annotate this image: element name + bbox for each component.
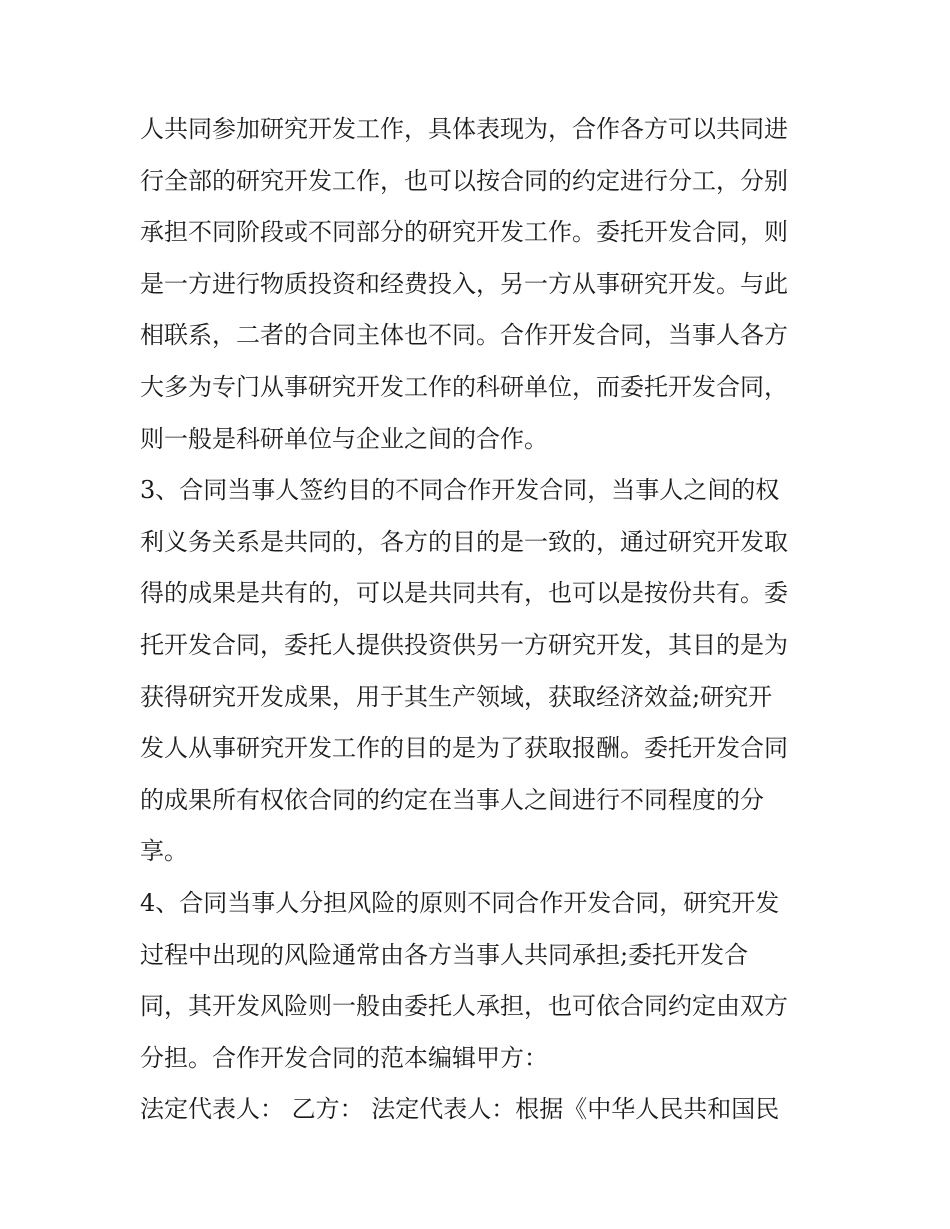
text-line-8: 3、合同当事人签约目的不同合作开发合同，当事人之间的权	[140, 476, 780, 505]
text-line-19: 分担。合作开发合同的范本编辑甲方：	[140, 1043, 548, 1072]
text-line-1: 人共同参加研究开发工作，具体表现为，合作各方可以共同进	[140, 115, 788, 143]
text-line-6: 大多为专门从事研究开发工作的科研单位，而委托开发合同，	[140, 372, 788, 401]
text-line-7: 则一般是科研单位与企业之间的合作。	[140, 424, 548, 453]
text-line-3: 承担不同阶段或不同部分的研究开发工作。委托开发合同，则	[140, 218, 788, 247]
text-line-10: 得的成果是共有的，可以是共同共有，也可以是按份共有。委	[140, 579, 788, 608]
text-line-15: 享。	[140, 837, 188, 866]
text-line-4: 是一方进行物质投资和经费投入，另一方从事研究开发。与此	[140, 269, 788, 298]
text-line-13: 发人从事研究开发工作的目的是为了获取报酬。委托开发合同	[140, 734, 788, 763]
text-line-18: 同，其开发风险则一般由委托人承担，也可依合同约定由双方	[140, 992, 788, 1021]
body-text	[140, 104, 820, 1136]
text-line-14: 的成果所有权依合同的约定在当事人之间进行不同程度的分	[140, 785, 764, 814]
text-line-9: 利义务关系是共同的，各方的目的是一致的，通过研究开发取	[140, 527, 788, 556]
text-line-11: 托开发合同，委托人提供投资供另一方研究开发，其目的是为	[140, 630, 788, 659]
text-line-16: 4、合同当事人分担风险的原则不同合作开发合同，研究开发	[140, 888, 780, 917]
text-line-12: 获得研究开发成果，用于其生产领域，获取经济效益;研究开	[140, 682, 773, 711]
text-line-17: 过程中出现的风险通常由各方当事人共同承担;委托开发合	[140, 940, 749, 969]
text-line-2: 行全部的研究开发工作，也可以按合同的约定进行分工，分别	[140, 166, 788, 195]
text-line-20: 法定代表人： 乙方： 法定代表人：根据《中华人民共和国民	[140, 1095, 780, 1124]
text-line-5: 相联系，二者的合同主体也不同。合作开发合同，当事人各方	[140, 321, 788, 350]
